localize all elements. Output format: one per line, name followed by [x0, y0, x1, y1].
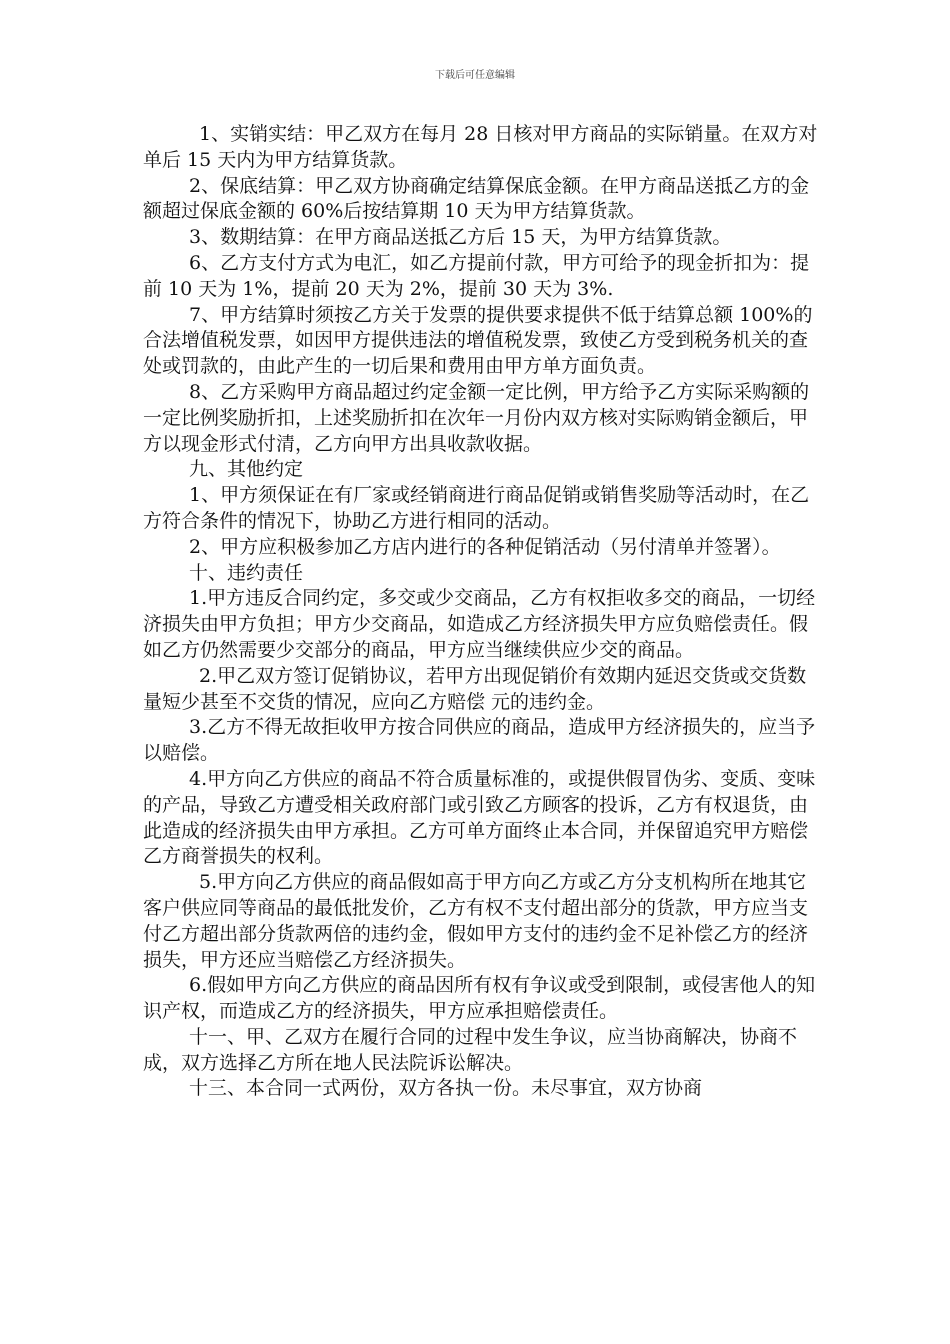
- section-heading-other: 九、其他约定: [189, 458, 304, 481]
- paragraph-payment-method: 6、乙方支付方式为电汇，如乙方提前付款，甲方可给予的现金折扣为：提前 10 天为 1%，提前 20 天为 2%，提前 30 天为 3%.: [143, 251, 810, 300]
- header-note: 下载后可任意编辑: [435, 70, 515, 81]
- paragraph-reward-discount: 8、乙方采购甲方商品超过约定金额一定比例，甲方给予乙方实际采购额的一定比例奖励折扣，上述奖励折扣在次年一月份内双方核对实际购销金额后，甲方以现金形式付清，乙方向甲方出具收款收据。: [143, 380, 810, 455]
- paragraph-settlement-guarantee: 2、保底结算：甲乙双方协商确定结算保底金额。在甲方商品送抵乙方的金额超过保底金额的 60%后按结算期 10 天为甲方结算货款。: [143, 174, 810, 223]
- paragraph-settlement-actual: 1、实销实结：甲乙双方在每月 28 日核对甲方商品的实际销量。在双方对单后 15 天内为甲方结算货款。: [143, 123, 818, 171]
- section-heading-liability: 十、违约责任: [189, 561, 304, 584]
- paragraph-settlement-period: 3、数期结算：在甲方商品送抵乙方后 15 天，为甲方结算货款。: [189, 226, 732, 249]
- paragraph-liability-4: 4.甲方向乙方供应的商品不符合质量标准的，或提供假冒伪劣、变质、变味的产品，导致乙方遭受相关政府部门或引致乙方顾客的投诉，乙方有权退货，由此造成的经济损失由甲方承担。乙方可单方面终止本合同，并保留追究甲方赔偿乙方商誉损失的权利。: [143, 767, 816, 868]
- contract-body: [143, 122, 823, 1102]
- paragraph-liability-5: 5.甲方向乙方供应的商品假如高于甲方向乙方或乙方分支机构所在地其它客户供应同等商品的最低批发价，乙方有权不支付超出部分的货款，甲方应当支付乙方超出部分货款两倍的违约金，假如甲方支付的违约金不足补偿乙方的经济损失，甲方还应当赔偿乙方经济损失。: [143, 871, 809, 971]
- paragraph-dispute: 十一、甲、乙双方在履行合同的过程中发生争议，应当协商解决，协商不成，双方选择乙方所在地人民法院诉讼解决。: [143, 1025, 798, 1074]
- paragraph-promotion-assist: 1、甲方须保证在有厂家或经销商进行商品促销或销售奖励等活动时，在乙方符合条件的情况下，协助乙方进行相同的活动。: [143, 484, 810, 532]
- paragraph-liability-6: 6.假如甲方向乙方供应的商品因所有权有争议或受到限制，或侵害他人的知识产权，而造成乙方的经济损失，甲方应承担赔偿责任。: [143, 974, 816, 1023]
- paragraph-liability-3: 3.乙方不得无故拒收甲方按合同供应的商品，造成甲方经济损失的，应当予以赔偿。: [143, 716, 816, 765]
- paragraph-liability-1: 1.甲方违反合同约定，多交或少交商品，乙方有权拒收多交的商品，一切经济损失由甲方负担；甲方少交商品，如造成乙方经济损失甲方应负赔偿责任。假如乙方仍然需要少交部分的商品，甲方应当继续供应少交的商品。: [143, 587, 816, 661]
- paragraph-copies: 十三、本合同一式两份，双方各执一份。未尽事宜，双方协商: [189, 1077, 703, 1100]
- paragraph-promotion-participate: 2、甲方应积极参加乙方店内进行的各种促销活动（另付清单并签署）。: [189, 535, 781, 558]
- paragraph-invoice: 7、甲方结算时须按乙方关于发票的提供要求提供不低于结算总额 100%的合法增值税发票，如因甲方提供违法的增值税发票，致使乙方受到税务机关的查处或罚款的，由此产生的一切后果和费用由甲方单方面负责。: [143, 303, 813, 378]
- paragraph-liability-2: 2.甲乙双方签订促销协议，若甲方出现促销价有效期内延迟交货或交货数量短少甚至不交货的情况，应向乙方赔偿 元的违约金。: [143, 664, 807, 713]
